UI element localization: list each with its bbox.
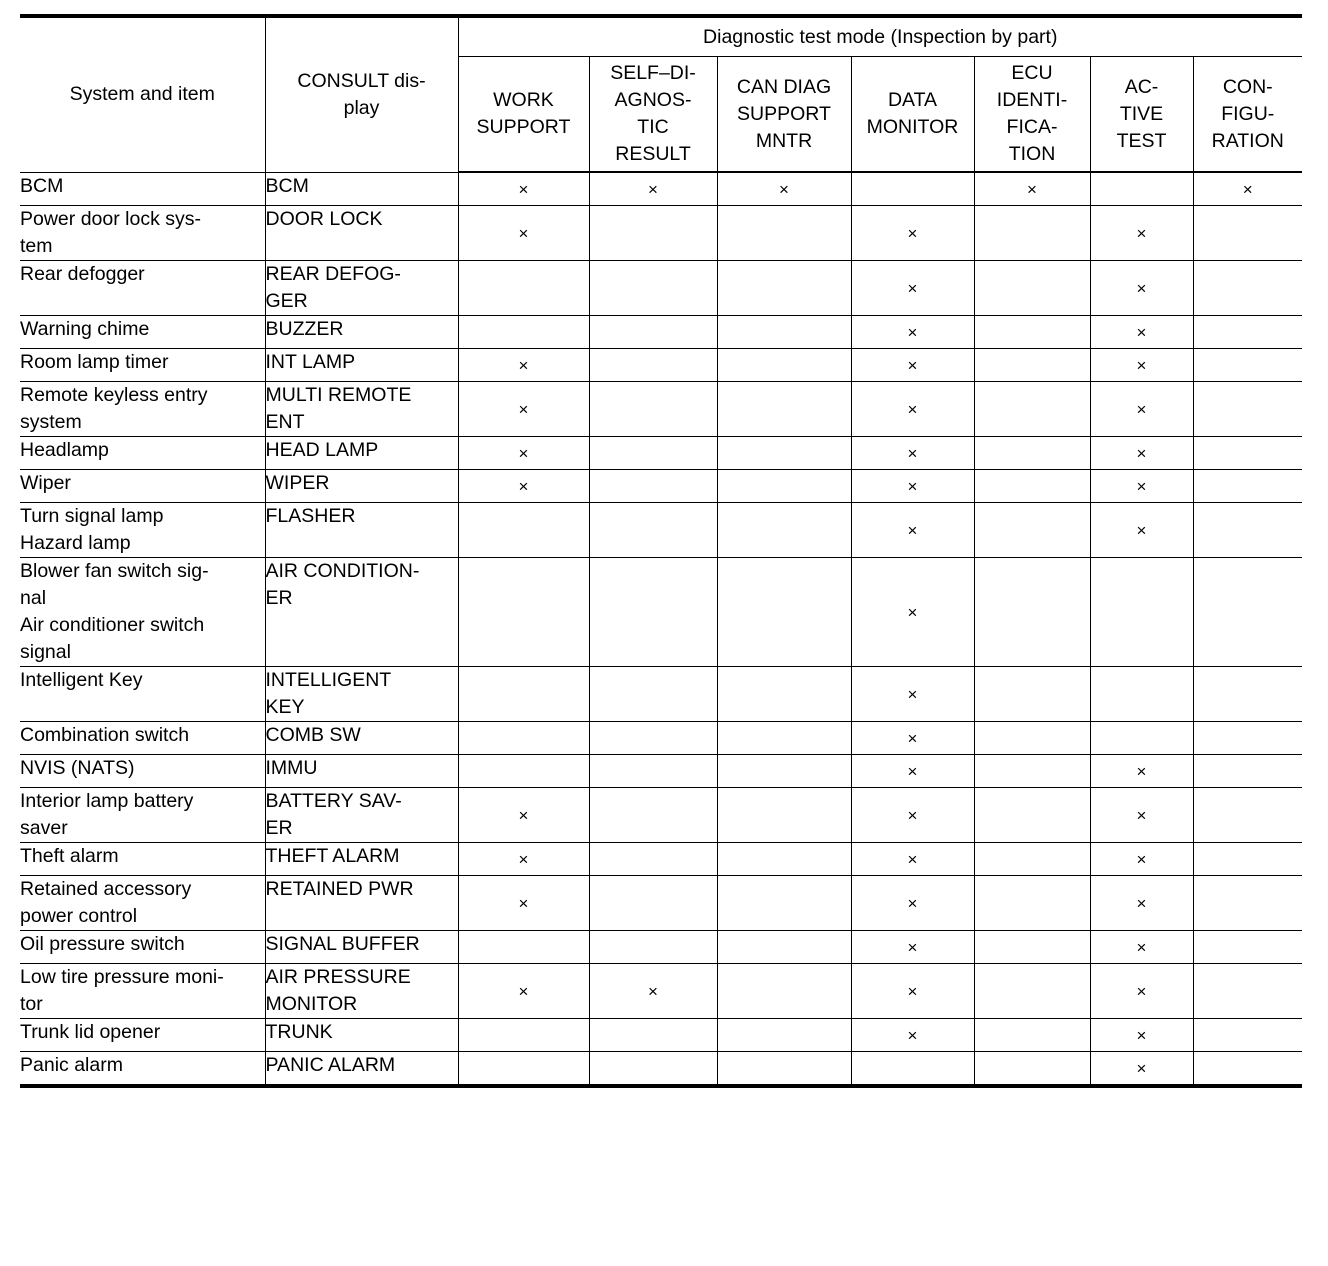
supported-mark: × xyxy=(851,1019,974,1052)
supported-mark: × xyxy=(1090,964,1193,1019)
empty-mark-cell xyxy=(717,349,851,382)
empty-mark-cell xyxy=(589,437,717,470)
empty-mark-cell xyxy=(974,667,1090,722)
supported-mark: × xyxy=(458,788,589,843)
consult-display-cell: AIR PRESSURE MONITOR xyxy=(265,964,458,1019)
empty-mark-cell xyxy=(1193,722,1302,755)
table-row xyxy=(20,964,1302,1019)
supported-mark: × xyxy=(851,843,974,876)
empty-mark-cell xyxy=(974,788,1090,843)
header-work-support: WORK SUPPORT xyxy=(458,57,589,173)
empty-mark-cell xyxy=(974,964,1090,1019)
empty-mark-cell xyxy=(974,470,1090,503)
supported-mark: × xyxy=(851,437,974,470)
header-ecu-identification: ECU IDENTI- FICA- TION xyxy=(974,57,1090,173)
consult-display-cell: HEAD LAMP xyxy=(265,437,458,470)
system-item-cell: Headlamp xyxy=(20,437,265,470)
supported-mark: × xyxy=(851,667,974,722)
empty-mark-cell xyxy=(589,876,717,931)
empty-mark-cell xyxy=(974,722,1090,755)
supported-mark: × xyxy=(589,172,717,206)
supported-mark: × xyxy=(851,876,974,931)
supported-mark: × xyxy=(1090,437,1193,470)
system-item-cell: Warning chime xyxy=(20,316,265,349)
table-row xyxy=(20,172,1302,206)
supported-mark: × xyxy=(717,172,851,206)
supported-mark: × xyxy=(458,470,589,503)
empty-mark-cell xyxy=(717,755,851,788)
table-row xyxy=(20,1019,1302,1052)
empty-mark-cell xyxy=(717,931,851,964)
supported-mark: × xyxy=(458,843,589,876)
supported-mark: × xyxy=(1090,1052,1193,1087)
empty-mark-cell xyxy=(1193,931,1302,964)
consult-display-cell: COMB SW xyxy=(265,722,458,755)
table-body xyxy=(20,172,1302,1086)
empty-mark-cell xyxy=(717,1019,851,1052)
empty-mark-cell xyxy=(1193,437,1302,470)
empty-mark-cell xyxy=(974,437,1090,470)
table-row xyxy=(20,503,1302,558)
empty-mark-cell xyxy=(589,503,717,558)
empty-mark-cell xyxy=(1090,558,1193,667)
empty-mark-cell xyxy=(974,755,1090,788)
empty-mark-cell xyxy=(1193,261,1302,316)
empty-mark-cell xyxy=(458,558,589,667)
system-item-cell: Combination switch xyxy=(20,722,265,755)
empty-mark-cell xyxy=(589,349,717,382)
table-row xyxy=(20,206,1302,261)
system-item-cell: Turn signal lamp Hazard lamp xyxy=(20,503,265,558)
empty-mark-cell xyxy=(589,1052,717,1087)
supported-mark: × xyxy=(1090,382,1193,437)
empty-mark-cell xyxy=(974,876,1090,931)
supported-mark: × xyxy=(458,206,589,261)
system-item-cell: Power door lock sys- tem xyxy=(20,206,265,261)
empty-mark-cell xyxy=(717,964,851,1019)
system-item-cell: Rear defogger xyxy=(20,261,265,316)
supported-mark: × xyxy=(1090,788,1193,843)
empty-mark-cell xyxy=(1193,503,1302,558)
header-consult-display: CONSULT dis- play xyxy=(265,16,458,172)
system-item-cell: Oil pressure switch xyxy=(20,931,265,964)
table-row xyxy=(20,788,1302,843)
table-row xyxy=(20,349,1302,382)
system-item-cell: Interior lamp battery saver xyxy=(20,788,265,843)
supported-mark: × xyxy=(851,503,974,558)
header-system-and-item: System and item xyxy=(20,16,265,172)
consult-display-cell: DOOR LOCK xyxy=(265,206,458,261)
consult-display-cell: RETAINED PWR xyxy=(265,876,458,931)
supported-mark: × xyxy=(1090,931,1193,964)
empty-mark-cell xyxy=(974,382,1090,437)
supported-mark: × xyxy=(851,382,974,437)
empty-mark-cell xyxy=(974,843,1090,876)
system-item-cell: Low tire pressure moni- tor xyxy=(20,964,265,1019)
empty-mark-cell xyxy=(974,503,1090,558)
empty-mark-cell xyxy=(589,382,717,437)
consult-display-cell: MULTI REMOTE ENT xyxy=(265,382,458,437)
empty-mark-cell xyxy=(1193,470,1302,503)
supported-mark: × xyxy=(1090,1019,1193,1052)
consult-display-cell: THEFT ALARM xyxy=(265,843,458,876)
empty-mark-cell xyxy=(974,558,1090,667)
empty-mark-cell xyxy=(717,503,851,558)
empty-mark-cell xyxy=(974,1052,1090,1087)
supported-mark: × xyxy=(851,755,974,788)
empty-mark-cell xyxy=(717,206,851,261)
system-item-cell: Remote keyless entry system xyxy=(20,382,265,437)
system-item-cell: Intelligent Key xyxy=(20,667,265,722)
empty-mark-cell xyxy=(1193,755,1302,788)
empty-mark-cell xyxy=(1193,788,1302,843)
empty-mark-cell xyxy=(717,788,851,843)
table-row xyxy=(20,667,1302,722)
supported-mark: × xyxy=(851,349,974,382)
supported-mark: × xyxy=(458,349,589,382)
empty-mark-cell xyxy=(589,788,717,843)
empty-mark-cell xyxy=(589,667,717,722)
supported-mark: × xyxy=(851,261,974,316)
consult-display-cell: FLASHER xyxy=(265,503,458,558)
table-row xyxy=(20,437,1302,470)
supported-mark: × xyxy=(1090,206,1193,261)
empty-mark-cell xyxy=(458,931,589,964)
consult-display-cell: SIGNAL BUFFER xyxy=(265,931,458,964)
supported-mark: × xyxy=(1090,316,1193,349)
consult-display-cell: PANIC ALARM xyxy=(265,1052,458,1087)
empty-mark-cell xyxy=(589,316,717,349)
supported-mark: × xyxy=(1090,349,1193,382)
empty-mark-cell xyxy=(1193,206,1302,261)
supported-mark: × xyxy=(458,172,589,206)
empty-mark-cell xyxy=(1193,316,1302,349)
empty-mark-cell xyxy=(589,470,717,503)
supported-mark: × xyxy=(851,964,974,1019)
supported-mark: × xyxy=(458,437,589,470)
empty-mark-cell xyxy=(589,261,717,316)
system-item-cell: Trunk lid opener xyxy=(20,1019,265,1052)
system-item-cell: Blower fan switch sig- nal Air conditioner switch signal xyxy=(20,558,265,667)
empty-mark-cell xyxy=(458,316,589,349)
empty-mark-cell xyxy=(851,1052,974,1087)
empty-mark-cell xyxy=(717,876,851,931)
table-row xyxy=(20,931,1302,964)
header-active-test: AC- TIVE TEST xyxy=(1090,57,1193,173)
header-self-diagnostic-result: SELF–DI- AGNOS- TIC RESULT xyxy=(589,57,717,173)
supported-mark: × xyxy=(851,558,974,667)
empty-mark-cell xyxy=(717,382,851,437)
empty-mark-cell xyxy=(1193,667,1302,722)
empty-mark-cell xyxy=(589,755,717,788)
empty-mark-cell xyxy=(1193,843,1302,876)
empty-mark-cell xyxy=(1193,876,1302,931)
empty-mark-cell xyxy=(1193,1019,1302,1052)
supported-mark: × xyxy=(458,382,589,437)
empty-mark-cell xyxy=(974,206,1090,261)
supported-mark: × xyxy=(974,172,1090,206)
consult-display-cell: BCM xyxy=(265,172,458,206)
table-row xyxy=(20,755,1302,788)
consult-display-cell: TRUNK xyxy=(265,1019,458,1052)
supported-mark: × xyxy=(1090,470,1193,503)
empty-mark-cell xyxy=(717,843,851,876)
system-item-cell: BCM xyxy=(20,172,265,206)
diagnostic-mode-table xyxy=(20,14,1302,1088)
empty-mark-cell xyxy=(717,1052,851,1087)
empty-mark-cell xyxy=(717,470,851,503)
supported-mark: × xyxy=(1090,755,1193,788)
table-row xyxy=(20,470,1302,503)
empty-mark-cell xyxy=(717,261,851,316)
supported-mark: × xyxy=(851,470,974,503)
table-row xyxy=(20,876,1302,931)
supported-mark: × xyxy=(1193,172,1302,206)
empty-mark-cell xyxy=(1193,964,1302,1019)
supported-mark: × xyxy=(851,788,974,843)
empty-mark-cell xyxy=(717,667,851,722)
table-row xyxy=(20,843,1302,876)
supported-mark: × xyxy=(851,316,974,349)
table-row xyxy=(20,316,1302,349)
empty-mark-cell xyxy=(974,1019,1090,1052)
table-row xyxy=(20,382,1302,437)
table-row xyxy=(20,722,1302,755)
consult-display-cell: BUZZER xyxy=(265,316,458,349)
consult-display-cell: INTELLIGENT KEY xyxy=(265,667,458,722)
empty-mark-cell xyxy=(458,503,589,558)
empty-mark-cell xyxy=(458,261,589,316)
empty-mark-cell xyxy=(717,558,851,667)
consult-display-cell: BATTERY SAV- ER xyxy=(265,788,458,843)
empty-mark-cell xyxy=(458,1052,589,1087)
empty-mark-cell xyxy=(458,755,589,788)
header-diagnostic-test-mode: Diagnostic test mode (Inspection by part) xyxy=(458,16,1302,57)
consult-display-cell: REAR DEFOG- GER xyxy=(265,261,458,316)
table-row xyxy=(20,261,1302,316)
consult-display-cell: AIR CONDITION- ER xyxy=(265,558,458,667)
table-row xyxy=(20,1052,1302,1087)
empty-mark-cell xyxy=(1090,172,1193,206)
empty-mark-cell xyxy=(589,558,717,667)
system-item-cell: Retained accessory power control xyxy=(20,876,265,931)
empty-mark-cell xyxy=(851,172,974,206)
empty-mark-cell xyxy=(458,722,589,755)
supported-mark: × xyxy=(851,722,974,755)
empty-mark-cell xyxy=(1193,1052,1302,1087)
supported-mark: × xyxy=(1090,503,1193,558)
header-configuration: CON- FIGU- RATION xyxy=(1193,57,1302,173)
empty-mark-cell xyxy=(1090,722,1193,755)
consult-display-cell: INT LAMP xyxy=(265,349,458,382)
system-item-cell: Panic alarm xyxy=(20,1052,265,1087)
consult-display-cell: WIPER xyxy=(265,470,458,503)
table-row xyxy=(20,558,1302,667)
system-item-cell: Wiper xyxy=(20,470,265,503)
empty-mark-cell xyxy=(974,316,1090,349)
empty-mark-cell xyxy=(974,931,1090,964)
system-item-cell: Room lamp timer xyxy=(20,349,265,382)
supported-mark: × xyxy=(1090,843,1193,876)
empty-mark-cell xyxy=(589,206,717,261)
supported-mark: × xyxy=(1090,261,1193,316)
system-item-cell: NVIS (NATS) xyxy=(20,755,265,788)
empty-mark-cell xyxy=(1193,349,1302,382)
header-data-monitor: DATA MONITOR xyxy=(851,57,974,173)
supported-mark: × xyxy=(458,964,589,1019)
system-item-cell: Theft alarm xyxy=(20,843,265,876)
empty-mark-cell xyxy=(589,931,717,964)
empty-mark-cell xyxy=(1090,667,1193,722)
empty-mark-cell xyxy=(589,1019,717,1052)
supported-mark: × xyxy=(589,964,717,1019)
supported-mark: × xyxy=(458,876,589,931)
header-can-diag-support-mntr: CAN DIAG SUPPORT MNTR xyxy=(717,57,851,173)
supported-mark: × xyxy=(1090,876,1193,931)
empty-mark-cell xyxy=(974,349,1090,382)
supported-mark: × xyxy=(851,206,974,261)
empty-mark-cell xyxy=(717,722,851,755)
empty-mark-cell xyxy=(458,667,589,722)
empty-mark-cell xyxy=(1193,382,1302,437)
empty-mark-cell xyxy=(1193,558,1302,667)
empty-mark-cell xyxy=(974,261,1090,316)
empty-mark-cell xyxy=(589,843,717,876)
supported-mark: × xyxy=(851,931,974,964)
empty-mark-cell xyxy=(589,722,717,755)
consult-display-cell: IMMU xyxy=(265,755,458,788)
empty-mark-cell xyxy=(717,316,851,349)
empty-mark-cell xyxy=(458,1019,589,1052)
empty-mark-cell xyxy=(717,437,851,470)
